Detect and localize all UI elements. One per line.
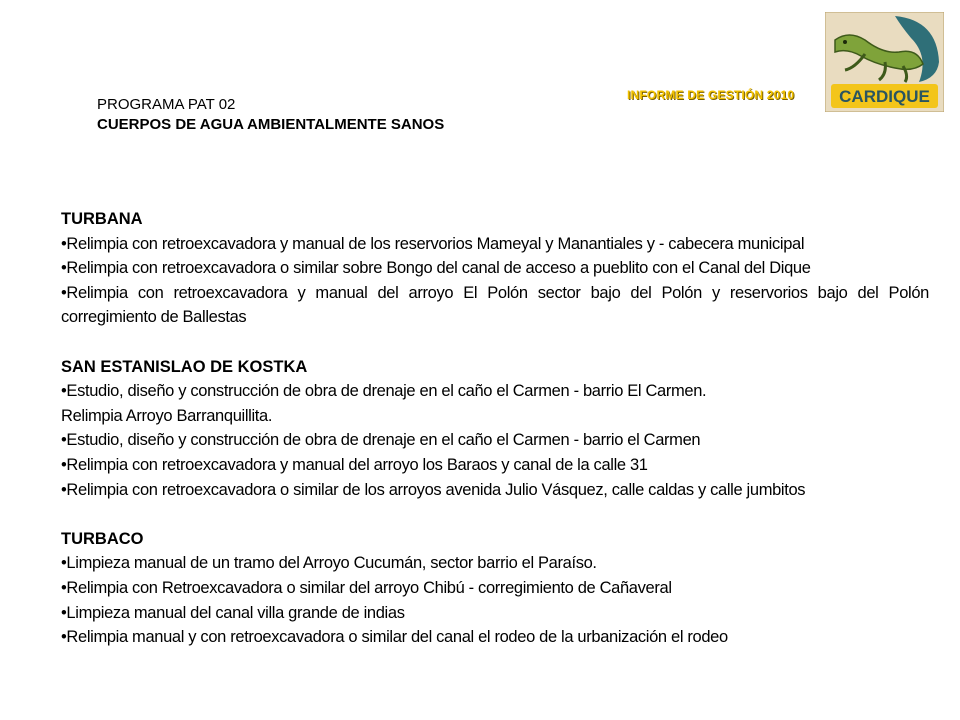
section-title: TURBACO	[61, 529, 144, 548]
section-spacer	[61, 502, 929, 527]
list-item: Relimpia Arroyo Barranquillita.	[61, 406, 273, 425]
section-san-estanislao	[61, 355, 929, 503]
list-item: •Relimpia con retroexcavadora y manual de los reservorios Mameyal y Manantiales y - cabecera municipal	[61, 234, 805, 253]
program-code: PROGRAMA PAT 02	[97, 96, 236, 113]
section-spacer	[61, 330, 929, 355]
list-item: •Estudio, diseño y construcción de obra de drenaje en el caño el Carmen - barrio el Carmen	[61, 431, 701, 450]
list-item: •Limpieza manual de un tramo del Arroyo Cucumán, sector barrio el Paraíso.	[61, 554, 597, 573]
list-item: •Limpieza manual del canal villa grande de indias	[61, 603, 405, 622]
cardique-logo-icon	[825, 12, 944, 112]
program-heading	[97, 95, 444, 135]
svg-text:CARDIQUE: CARDIQUE	[839, 87, 930, 106]
list-item: •Relimpia con retroexcavadora y manual del arroyo los Baraos y canal de la calle 31	[61, 455, 648, 474]
section-title: TURBANA	[61, 210, 143, 228]
list-item: •Relimpia con Retroexcavadora o similar del arroyo Chibú - corregimiento de Cañaveral	[61, 578, 672, 597]
list-item: •Relimpia con retroexcavadora o similar sobre Bongo del canal de acceso a pueblito con el Canal del Dique	[61, 259, 811, 278]
program-title: CUERPOS DE AGUA AMBIENTALMENTE SANOS	[97, 116, 445, 133]
section-turbana	[61, 207, 929, 330]
cardique-logo	[825, 12, 944, 112]
list-item: •Relimpia con retroexcavadora o similar de los arroyos avenida Julio Vásquez, calle caldas y calle jumbitos	[61, 480, 806, 499]
document-body	[61, 207, 929, 650]
list-item: •Estudio, diseño y construcción de obra de drenaje en el caño el Carmen - barrio El Carmen.	[61, 382, 707, 401]
section-title: SAN ESTANISLAO DE KOSTKA	[61, 357, 308, 376]
list-item: •Relimpia manual y con retroexcavadora o similar del canal el rodeo de la urbanización el rodeo	[61, 628, 728, 647]
section-turbaco	[61, 527, 929, 650]
list-item: •Relimpia con retroexcavadora y manual del arroyo El Polón sector bajo del Polón y reservorios bajo del Polón corregimiento de Ballestas	[61, 283, 929, 327]
report-label: INFORME DE GESTIÓN 2010	[627, 88, 795, 102]
